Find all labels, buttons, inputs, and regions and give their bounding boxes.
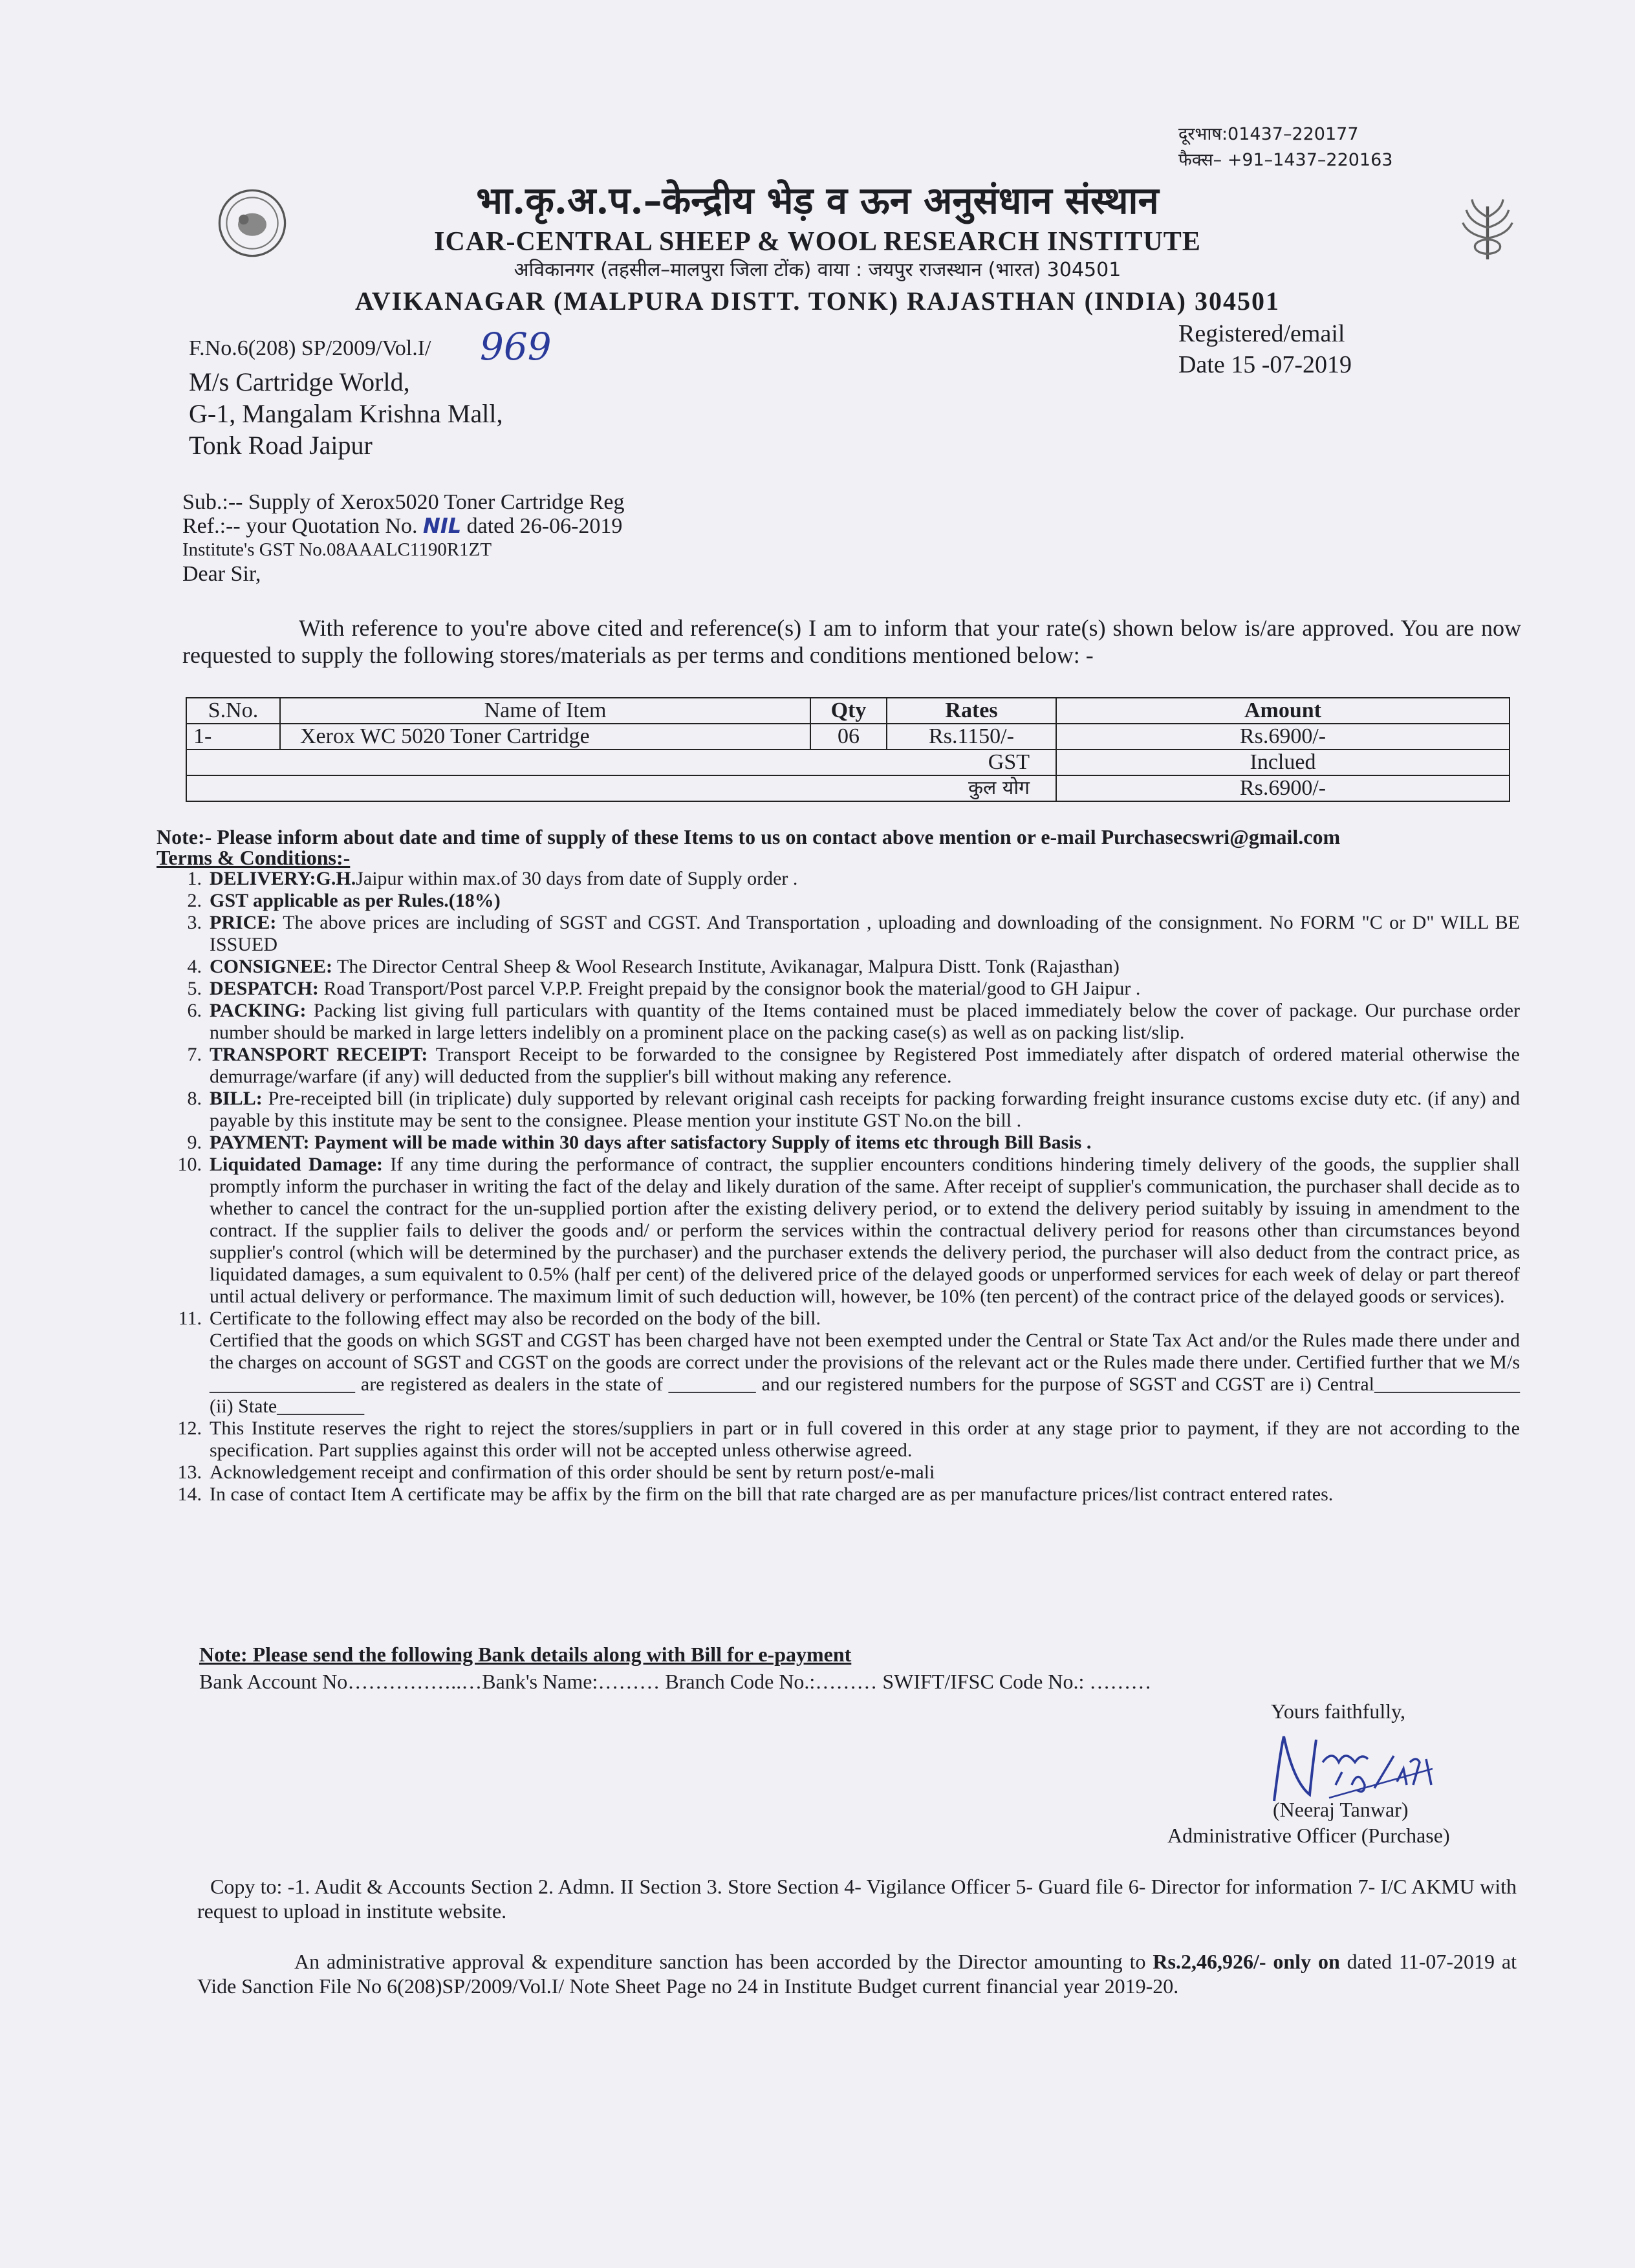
list-item: 2. GST applicable as per Rules.(18%) xyxy=(187,890,501,911)
addressee xyxy=(189,366,503,461)
total-value: Rs.6900/- xyxy=(1056,775,1510,801)
table-header-row xyxy=(186,698,1510,724)
list-item: 9. PAYMENT: Payment will be made within 30 days after satisfactory Supply of items etc through Bill Basis . xyxy=(187,1132,1092,1153)
total-label: कुल योग xyxy=(186,775,1056,801)
list-item: 6. PACKING: Packing list giving full particulars with quantity of the Items contained must be placed immediately below the cover of package. Our purchase order number should be marked in large letters indelibly on a prominent place on the packing case(s) as well as on packing list/slip. xyxy=(187,1000,1520,1043)
header-rates: Rates xyxy=(887,698,1056,724)
gst-number: Institute's GST No.08AAALC1190R1ZT xyxy=(182,539,492,560)
row-qty: 06 xyxy=(810,724,887,750)
bank-details-line: Bank Account No……………..…Bank's Name:……… Branch Code No.:……… SWIFT/IFSC Code No.: ……… xyxy=(199,1670,1152,1693)
list-item: 10. Liquidated Damage: If any time during the performance of contract, the supplier encounters conditions hindering timely delivery of the goods, the supplier shall promptly inform the purchaser in writing the fact of the delay and likely duration of the same. After receipt of supplier's communication, the purchaser shall decide as to whether to cancel the contract for the un-supplied portion after the existing delivery period, or to extend the delivery period suitably by issuing in amendment to the contract. If the supplier fails to deliver the goods and/ or perform the services within the contractual delivery period for reasons other than circumstances beyond supplier's control (which will be determined by the purchaser) and the purchaser extends the delivery period, the purchaser will also deduct from the contract price, as liquidated damages, a sum equivalent to 0.5% (half per cent) of the delivered price of the delayed goods or unperformed services for each week of delay or part thereof until actual delivery or performance. The maximum limit of such deduction will, however, be 10% (ten percent) of the contract price of the delayed goods or services). xyxy=(177,1154,1520,1307)
contact-numbers xyxy=(1178,122,1392,173)
sanction-amount: Rs.2,46,926/- only on xyxy=(1153,1950,1340,1973)
handwritten-dispatch-number: 969 xyxy=(480,325,552,369)
list-item: 8. BILL: Pre-receipted bill (in triplicate) duly supported by relevant original cash receipts for packing forwarding freight insurance customs excise duty etc. (if any) and payable by this institute may be sent to the consignee. Please mention your institute GST No.on the bill . xyxy=(187,1088,1520,1131)
bank-details-note: Note: Please send the following Bank details along with Bill for e-payment xyxy=(199,1643,852,1666)
supply-note: Note:- Please inform about date and time of supply of these Items to us on contact above mention or e-mail Purchasecswri@gmail.com xyxy=(157,825,1341,848)
list-item: 7. TRANSPORT RECEIPT: Transport Receipt to be forwarded to the consignee by Registered Post immediately after dispatch of ordered material otherwise the demurrage/warfare (if any) will deducted from the supplier's bill without making any reference. xyxy=(187,1044,1520,1087)
addressee-line: Tonk Road Jaipur xyxy=(189,431,373,460)
terms-list xyxy=(155,868,1520,1506)
items-table xyxy=(186,697,1510,802)
gst-label: GST xyxy=(186,750,1056,775)
terms-heading: Terms & Conditions:- xyxy=(157,846,351,869)
gst-row xyxy=(186,750,1510,775)
institute-title-hindi: भा.कृ.अ.प.–केन्द्रीय भेड़ व ऊन अनुसंधान संस्थान xyxy=(476,178,1159,222)
salutation: Dear Sir, xyxy=(182,562,261,586)
addressee-line: G-1, Mangalam Krishna Mall, xyxy=(189,399,503,428)
header-amount: Amount xyxy=(1056,698,1510,724)
list-item: 4. CONSIGNEE: The Director Central Sheep & Wool Research Institute, Avikanagar, Malpura Distt. Tonk (Rajasthan) xyxy=(187,956,1120,977)
list-item: 1. DELIVERY:G.H.Jaipur within max.of 30 days from date of Supply order . xyxy=(187,868,798,889)
institute-title-english: ICAR-CENTRAL SHEEP & WOOL RESEARCH INSTITUTE xyxy=(434,227,1201,257)
signatory-designation: Administrative Officer (Purchase) xyxy=(1167,1824,1450,1847)
signatory-name: (Neeraj Tanwar) xyxy=(1273,1798,1409,1821)
copy-to: Copy to: -1. Audit & Accounts Section 2. Admn. II Section 3. Store Section 4- Vigilance Officer 5- Guard file 6- Director for information 7- I/C AKMU with request to upload in institute website. xyxy=(197,1875,1517,1923)
institute-address-english: AVIKANAGAR (MALPURA DISTT. TONK) RAJASTHAN (INDIA) 304501 xyxy=(354,286,1281,316)
row-sno: 1- xyxy=(186,724,280,750)
registered-date-block xyxy=(1178,318,1352,380)
subject-block xyxy=(182,490,625,586)
closing: Yours faithfully, xyxy=(1271,1700,1406,1723)
list-item: 3. PRICE: The above prices are including of SGST and CGST. And Transportation , uploading and downloading of the consignment. No FORM "C or D" WILL BE ISSUED xyxy=(187,912,1520,955)
total-row xyxy=(186,775,1510,801)
institute-address-hindi: अविकानगर (तहसील–मालपुरा जिला टोंक) वाया : जयपुर राजस्थान (भारत) 304501 xyxy=(514,259,1121,281)
header-name: Name of Item xyxy=(280,698,810,724)
subject-text: Supply of Xerox5020 Toner Cartridge Reg xyxy=(248,490,625,514)
intro-paragraph: With reference to you're above cited and reference(s) I am to inform that your rate(s) shown below is/are approved. You are now requested to supply the following stores/materials as per terms and conditions mentioned below: - xyxy=(182,615,1521,668)
row-amount: Rs.6900/- xyxy=(1056,724,1510,750)
table-row xyxy=(186,724,1510,750)
header-sno: S.No. xyxy=(186,698,280,724)
file-number: F.No.6(208) SP/2009/Vol.I/ xyxy=(189,336,431,360)
approval-note: An administrative approval & expenditure sanction has been accorded by the Director amounting to Rs.2,46,926/- only on dated 11-07-2019 at Vide Sanction File No 6(208)SP/2009/Vol.I/ Note Sheet Page no 24 in Institute Budget current financial year 2019-20. xyxy=(197,1950,1517,1998)
gst-value: Inclued xyxy=(1056,750,1510,775)
list-item: 14. In case of contact Item A certificate may be affix by the firm on the bill that rate charged are as per manufacture prices/list contract entered rates. xyxy=(177,1484,1334,1505)
registered-label: Registered/email xyxy=(1178,320,1345,347)
list-item: 5. DESPATCH: Road Transport/Post parcel V.P.P. Freight prepaid by the consignor book the material/good to GH Jaipur . xyxy=(187,978,1141,999)
row-item-name: Xerox WC 5020 Toner Cartridge xyxy=(280,724,810,750)
header-qty: Qty xyxy=(810,698,887,724)
subject-line: Sub.:-- Supply of Xerox5020 Toner Cartridge Reg xyxy=(182,490,625,514)
phone-number: दूरभाष:01437–220177 xyxy=(1178,124,1359,144)
list-item: 12. This Institute reserves the right to reject the stores/suppliers in part or in full covered in this order at any stage prior to payment, if they are not according to the specification. Part supplies against this order will not be accepted unless otherwise agreed. xyxy=(177,1418,1520,1461)
reference-line: Ref.:-- your Quotation No. NIL dated 26-06-2019 xyxy=(182,513,623,538)
letter-date: Date 15 -07-2019 xyxy=(1178,351,1352,378)
fax-number: फैक्स– +91–1437–220163 xyxy=(1178,150,1393,170)
addressee-line: M/s Cartridge World, xyxy=(189,367,410,396)
quotation-number: NIL xyxy=(423,513,462,538)
list-item: 13. Acknowledgement receipt and confirmation of this order should be sent by return post/e-mali xyxy=(177,1462,935,1483)
row-rate: Rs.1150/- xyxy=(887,724,1056,750)
list-item: 11. Certificate to the following effect may also be recorded on the body of the bill. Certified that the goods on which SGST and CGST has been charged have not been exempted under the Central or State Tax Act and/or the Rules made there under and the charges on account of SGST and CGST on the goods are correct under the provisions of the relevant act or the Rules made there under. Certified further that we M/s _______________ are registered as dealers in the state of _________ and our registered numbers for the purpose of SGST and CGST are i) Central_______________ (ii) State_________ xyxy=(178,1308,1520,1417)
